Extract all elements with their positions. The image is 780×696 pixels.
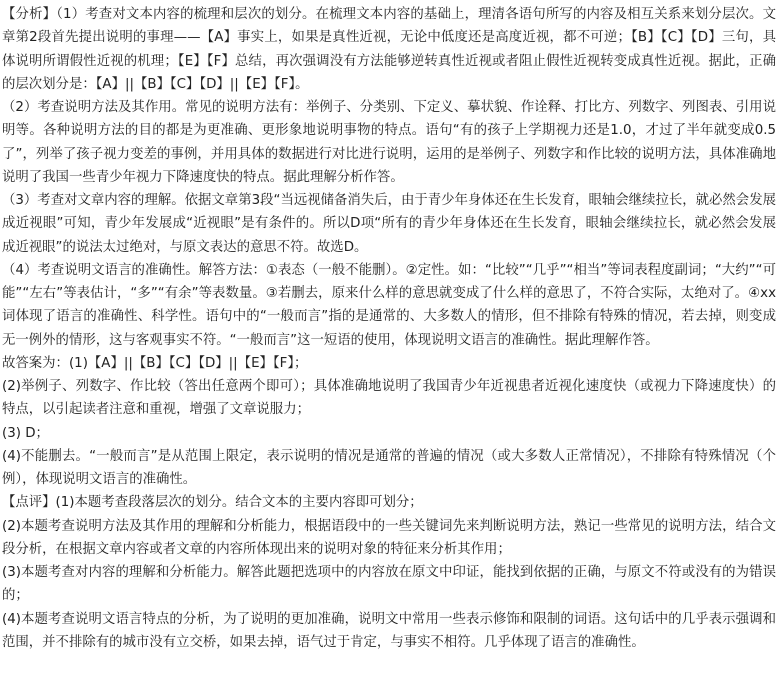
- comment-part-1: 【点评】(1)本题考查段落层次的划分。结合文本的主要内容即可划分；: [2, 495, 423, 511]
- analysis-part-4: （4）考查说明文语言的准确性。解答方法：①表态（一般不能删）。②定性。如：“比较”“几乎”“相当”等词表程度副词；“大约”“可能”“左右”等表估计，“多”“有余”等表数量。③若删去，原来什么样的意思就变成了什么样的意思了，不符合实际，太绝对了。④xx词体现了语言的准确性、科学性。语句中的“一般而言”指的是通常的、大多数人的情形，但不排除有特殊的情况，若去掉，则变成无一例外的情形，这与客观事实不符。“一般而言”这一短语的使用，体现说明文语言的准确性。据此理解作答。: [2, 262, 776, 348]
- comment-part-4: (4)本题考查说明文语言特点的分析，为了说明的更加准确，说明文中常用一些表示修饰和限制的词语。这句话中的几乎表示强调和范围，并不排除有的城市没有立交桥，如果去掉，语气过于肯定，与事实不相符。几乎体现了语言的准确性。: [2, 611, 776, 650]
- answer-part-3: (3) D；: [2, 425, 49, 441]
- comment-part-2: (2)本题考查说明方法及其作用的理解和分析能力，根据语段中的一些关键词先来判断说明方法，熟记一些常见的说明方法，结合文段分析，在根据文章内容或者文章的内容所体现出来的说明对象的特征来分析其作用；: [2, 518, 776, 557]
- analysis-part-1: 【分析】（1）考查对文本内容的梳理和层次的划分。在梳理文本内容的基础上，理清各语句所写的内容及相互关系来划分层次。文章第2段首先提出说明的事理——【A】事实上，如果是真性近视，无论中低度还是高度近视，都不可逆；【B】【C】【D】三句，具体说明所谓假性近视的机理；【E】【F】总结，再次强调没有方法能够逆转真性近视或者阻止假性近视转变成真性近视。据此，正确的层次划分是：【A】||【B】【C】【D】||【E】【F】。: [2, 7, 776, 92]
- answer-part-1: 故答案为：(1)【A】||【B】【C】【D】||【E】【F】；: [2, 355, 308, 371]
- analysis-part-2: （2）考查说明方法及其作用。常见的说明方法有：举例子、分类别、下定义、摹状貌、作诠释、打比方、列数字、列图表、引用说明等。各种说明方法的目的都是为更准确、更形象地说明事物的特点。语句“有的孩子上学期视力还是1.0，才过了半年就变成0.5了”，列举了孩子视力变差的事例，并用具体的数据进行对比进行说明，运用的是举例子、列数字和作比较的说明方法，具体准确地说明了我国一些青少年视力下降速度快的特点。据此理解分析作答。: [2, 100, 776, 185]
- comment-part-3: (3)本题考查对内容的理解和分析能力。解答此题把选项中的内容放在原文中印证，能找到依据的正确，与原文不符或没有的为错误的；: [2, 565, 776, 604]
- analysis-part-3: （3）考查对文章内容的理解。依据文章第3段“当远视储备消失后，由于青少年身体还在生长发育，眼轴会继续拉长，就必然会发展成近视眼”可知，青少年发展成“近视眼”是有条件的。所以D项“所有的青少年身体还在生长发育，眼轴会继续拉长，就必然会发展成近视眼”的说法太过绝对，与原文表达的意思不符。故选D。: [2, 193, 776, 255]
- answer-part-2: (2)举例子、列数字、作比较（答出任意两个即可）；具体准确地说明了我国青少年近视患者近视化速度快（或视力下降速度快）的特点，以引起读者注意和重视，增强了文章说服力；: [2, 379, 776, 418]
- answer-part-4: (4)不能删去。“一般而言”是从范围上限定，表示说明的情况是通常的普遍的情况（或大多数人正常情况），不排除有特殊情况（个例），体现说明文语言的准确性。: [2, 448, 776, 487]
